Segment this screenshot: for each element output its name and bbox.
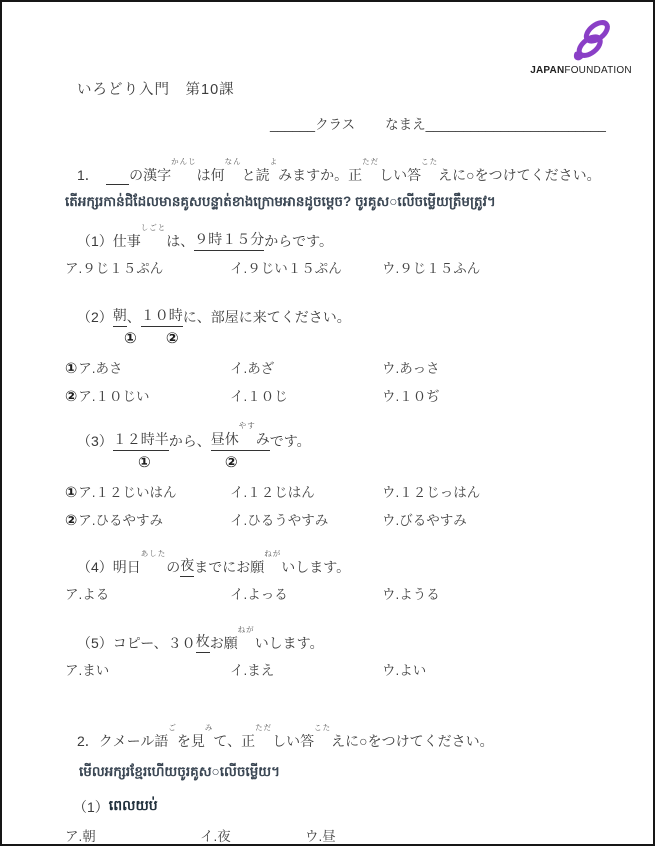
class-blank-line: ______	[270, 117, 316, 132]
logo-text-foundation: FOUNDATION	[564, 65, 632, 76]
q1-item3-stem: （3） １２時半 から、 昼 休やす み です。	[77, 421, 311, 449]
logo-text-japan: JAPAN	[530, 65, 565, 76]
option-u: ウ.よい	[382, 663, 427, 678]
class-label: クラス	[315, 117, 356, 132]
page-title: いろどり入門 第10課	[77, 82, 235, 98]
option-i: イ.よっる	[230, 587, 288, 602]
question2-prompt: 2．クメール 語ご を 見み て、 正ただ しい 答こた えに○をつけてください。	[77, 723, 494, 749]
japan-foundation-logo	[530, 15, 632, 76]
name-label: なまえ	[385, 117, 426, 132]
marker-1: ①	[138, 454, 151, 471]
option-u: ウ.あっさ	[382, 361, 440, 376]
q1-item3-options-2	[65, 509, 615, 529]
option-a: ア.よる	[65, 587, 110, 602]
option-row-prefix: ①	[65, 361, 78, 377]
option-a	[65, 357, 230, 377]
marker-2: ②	[165, 330, 179, 347]
class-name-line	[270, 113, 615, 133]
option-row-prefix: ②	[65, 389, 78, 405]
q1-item3-options-1	[65, 481, 615, 501]
q1-item5-stem: （5） コピー、３０ 枚 お 願ねが いします。	[77, 625, 324, 651]
q1-item4-stem: （4） 明日あした の 夜 までにお 願ねが いします。	[77, 549, 351, 575]
q1-item1-stem: （1） 仕事しごと は、 ９時１５分 からです。	[77, 223, 334, 249]
marker-2: ②	[224, 454, 238, 471]
option-i: イ.夜	[200, 829, 231, 844]
question1-prompt: 1． の 漢字かんじ は 何なん と 読よ みますか。 正ただ しい 答こた えに○をつけてください。	[77, 157, 601, 183]
question2-instruction-khmer: មើលអក្សរខ្មែរហើយចូរគូស○លើចម្លើយ។	[79, 764, 281, 779]
option-row-prefix: ②	[65, 513, 78, 529]
option-u: ウ.１０ぢ	[382, 389, 440, 404]
option-u: ウ.９じ１５ふん	[382, 261, 481, 276]
q1-item3-markers	[77, 453, 615, 471]
q1-item2-stem: （2） 朝 、 １０時 に、部屋に来てください。	[77, 307, 351, 325]
q2-item1-stem: （1） ពេលយប់	[73, 797, 158, 815]
option-a-label: ア.１２じいはん	[78, 485, 177, 500]
option-row-prefix: ①	[65, 485, 78, 501]
option-a-label: ア.１０じい	[78, 389, 150, 404]
q2-item1-options	[65, 825, 615, 845]
marker-1: ①	[124, 330, 137, 347]
name-blank-line: ________________________	[425, 117, 606, 132]
option-i: イ.１２じはん	[230, 485, 315, 500]
option-i: イ.まえ	[230, 663, 275, 678]
q1-item1-options	[65, 257, 615, 277]
q1-item2-options-1	[65, 357, 615, 377]
option-u: ウ.昼	[305, 829, 336, 844]
option-a	[65, 481, 230, 501]
logo-mark-icon	[571, 15, 617, 63]
q1-item2-options-2	[65, 385, 615, 405]
option-i: イ.１０じ	[230, 389, 288, 404]
q1-item4-options	[65, 583, 615, 603]
option-a	[65, 509, 230, 529]
option-i: イ.あざ	[230, 361, 275, 376]
question1-instruction-khmer: តើអក្សរកាន់ជិដែលមានគូសបន្ទាត់ខាងក្រោមអានដូចម្ដេច? ចូរគូស○លើចម្លើយត្រឹមត្រូវ។	[65, 194, 496, 209]
option-a: ア.朝	[65, 829, 96, 844]
option-u: ウ.びるやすみ	[382, 513, 467, 528]
option-a: ア.まい	[65, 663, 110, 678]
option-a-label: ア.あさ	[78, 361, 123, 376]
option-i: イ.ひるうやすみ	[230, 513, 329, 528]
option-i: イ.９じい１５ぷん	[230, 261, 342, 276]
option-a	[65, 385, 230, 405]
option-a: ア.９じ１５ぷん	[65, 261, 164, 276]
option-u: ウ.１２じっはん	[382, 485, 481, 500]
q1-item2-markers	[77, 329, 615, 347]
option-a-label: ア.ひるやすみ	[78, 513, 164, 528]
q1-item5-options	[65, 659, 615, 679]
logo-wordmark	[530, 65, 632, 76]
option-u: ウ.ようる	[382, 587, 440, 602]
